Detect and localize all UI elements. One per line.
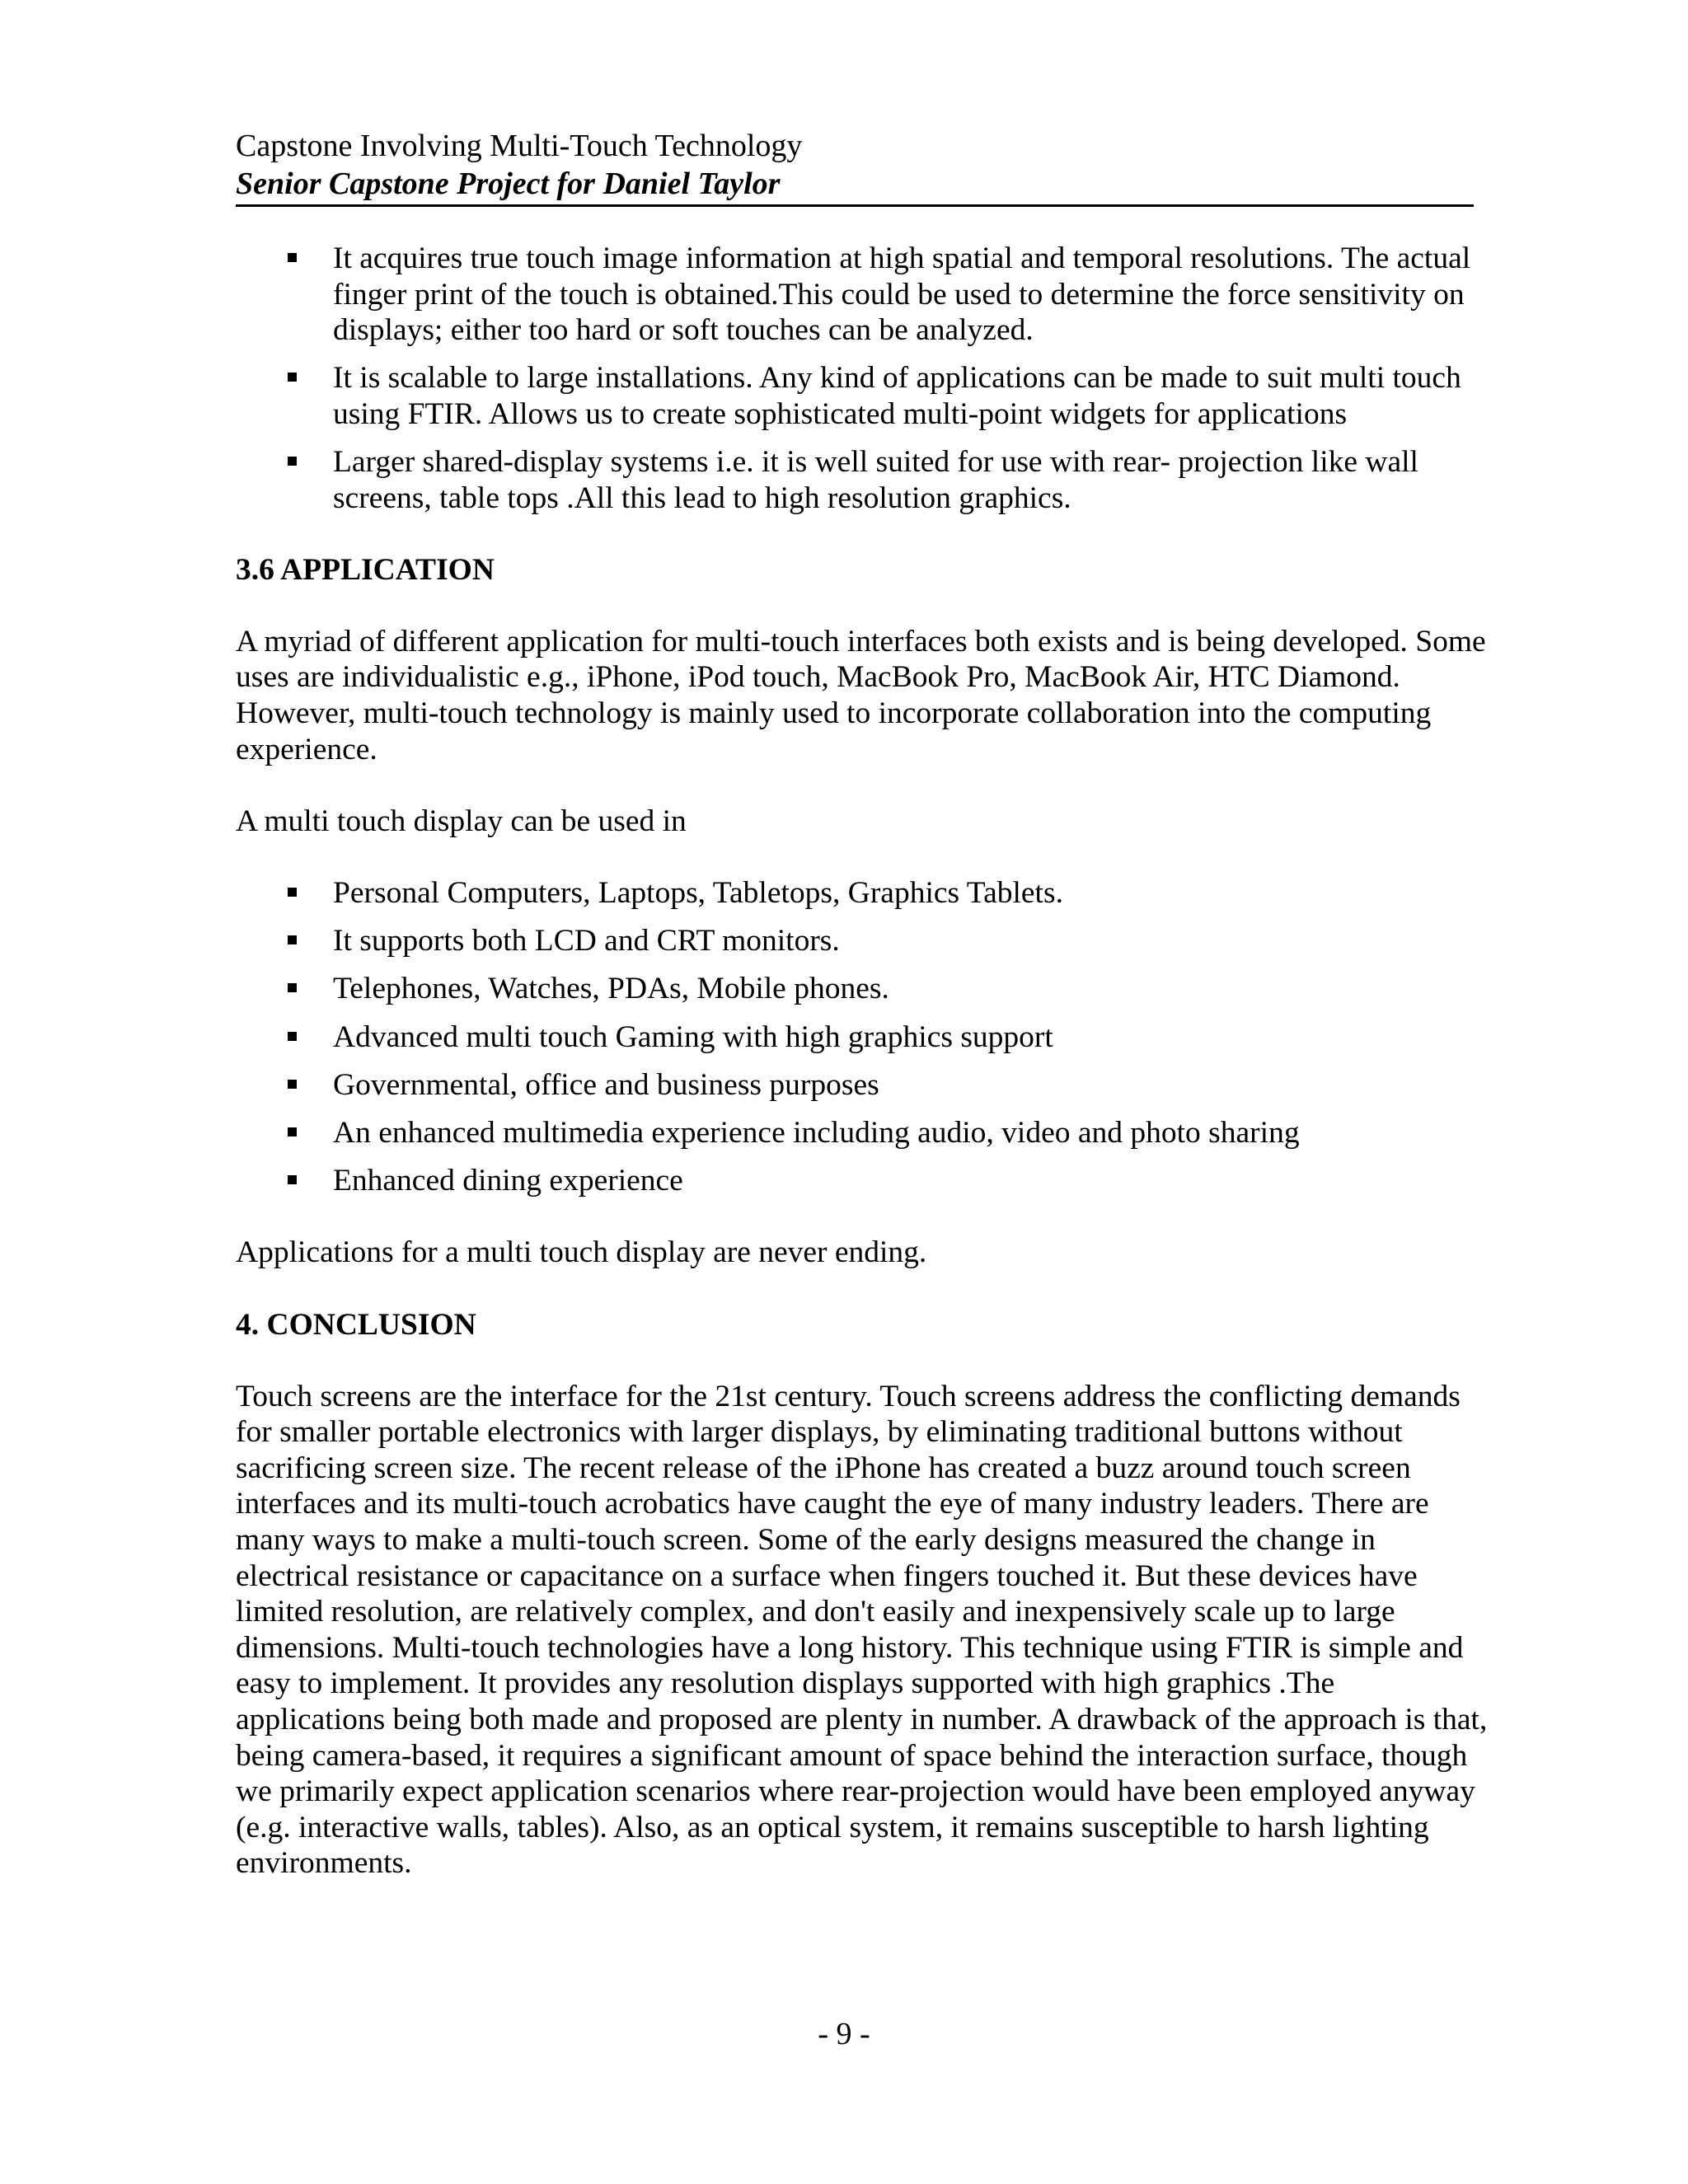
page-header [236, 127, 1474, 207]
list-item [236, 241, 1489, 349]
application-closing: Applications for a multi touch display are never ending. [236, 1235, 927, 1270]
list-item [236, 923, 1489, 959]
application-intro: A myriad of different application for multi-touch interfaces both exists and is being developed. Some uses are individualistic e.g., iPhone, iPod touch, MacBook Pro, MacBook Air, HTC Diamond. However, multi-touch technology is mainly used to incorporate collaboration into the computing experience. [236, 624, 1486, 766]
list-item-text: Enhanced dining experience [333, 1164, 683, 1198]
conclusion-body: Touch screens are the interface for the 21st century. Touch screens address the conflicting demands for smaller portable electronics with larger displays, by eliminating traditional buttons without sacrificing screen size. The recent release of the iPhone has created a buzz around touch screen interfaces and its multi-touch acrobatics have caught the eye of many industry leaders. There are many ways to make a multi-touch screen. Some of the early designs measured the change in electrical resistance or capacitance on a surface when fingers touched it. But these devices have limited resolution, are relatively complex, and don't easily and inexpensively scale up to large dimensions. Multi-touch technologies have a long history. This technique using FTIR is simple and easy to implement. It provides any resolution displays supported with high graphics .The applications being both made and proposed are plenty in number. A drawback of the approach is that, being camera-based, it requires a significant amount of space behind the interaction surface, though we primarily expect application scenarios where rear-projection would have been employed anyway (e.g. interactive walls, tables). Also, as an optical system, it remains susceptible to harsh lighting environments. [236, 1379, 1488, 1881]
bullet-icon [288, 1032, 297, 1041]
bullet-icon [288, 935, 297, 944]
list-item [236, 971, 1489, 1007]
list-item [236, 1019, 1489, 1056]
bullet-icon [288, 253, 297, 262]
uses-list [236, 875, 1489, 1199]
list-item-text: Larger shared-display systems i.e. it is well suited for use with rear- projection like wall screens, table tops .All this lead to high resolution graphics. [333, 444, 1418, 515]
list-item-text: Advanced multi touch Gaming with high graphics support [333, 1019, 1053, 1054]
list-item-text: Telephones, Watches, PDAs, Mobile phones. [333, 972, 889, 1006]
page-content [236, 241, 1489, 1882]
bullet-icon [288, 373, 297, 382]
advantages-list [236, 241, 1489, 516]
application-heading: 3.6 APPLICATION [236, 552, 495, 587]
header-subtitle: Senior Capstone Project for Daniel Taylor [236, 166, 781, 201]
bullet-icon [288, 983, 297, 992]
list-item [236, 360, 1489, 432]
list-item [236, 1115, 1489, 1151]
list-item-text: It is scalable to large installations. Any kind of applications can be made to suit multi touch using FTIR. Allows us to create sophisticated multi-point widgets for applications [333, 361, 1461, 431]
page-number: - 9 - [818, 2017, 870, 2051]
list-item [236, 875, 1489, 912]
application-list-lead: A multi touch display can be used in [236, 804, 687, 838]
bullet-icon [288, 1080, 297, 1089]
bullet-icon [288, 1127, 297, 1137]
list-item [236, 1163, 1489, 1199]
bullet-icon [288, 1175, 297, 1184]
header-title: Capstone Involving Multi-Touch Technology [236, 129, 803, 163]
list-item-text: It supports both LCD and CRT monitors. [333, 924, 840, 958]
list-item-text: Governmental, office and business purposes [333, 1067, 879, 1102]
list-item [236, 444, 1489, 516]
list-item-text: It acquires true touch image information at high spatial and temporal resolutions. The actual finger print of the touch is obtained.This could be used to determine the force sensitivity on displays; either too hard or soft touches can be analyzed. [333, 241, 1471, 348]
bullet-icon [288, 888, 297, 897]
conclusion-heading: 4. CONCLUSION [236, 1307, 476, 1342]
list-item-text: An enhanced multimedia experience including audio, video and photo sharing [333, 1115, 1300, 1150]
list-item [236, 1067, 1489, 1104]
list-item-text: Personal Computers, Laptops, Tabletops, Graphics Tablets. [333, 876, 1063, 910]
bullet-icon [288, 457, 297, 466]
